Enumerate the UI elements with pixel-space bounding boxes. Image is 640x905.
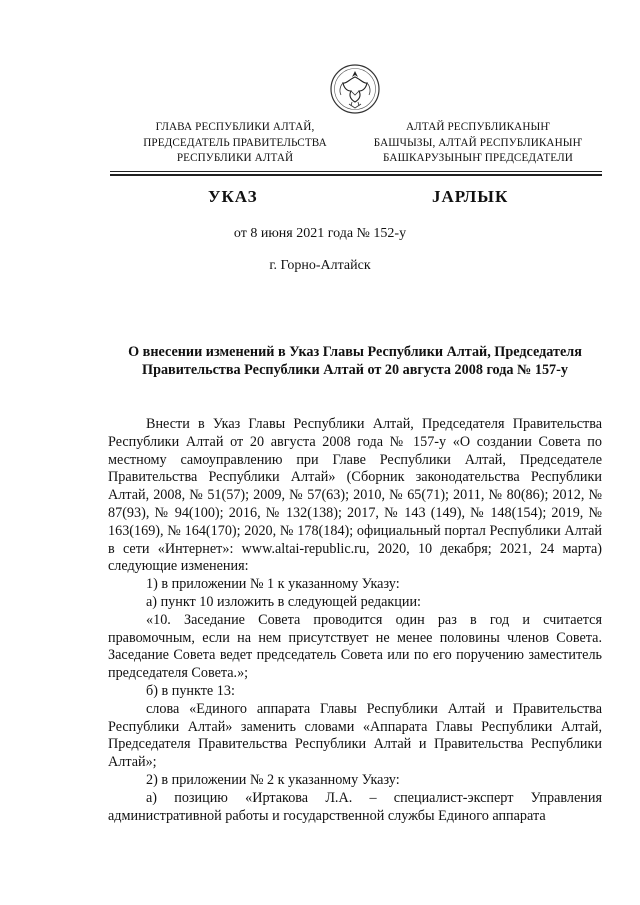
- body-paragraph: «10. Заседание Совета проводится один раз в год и считается правомочным, если на нем присутствует не менее половины членов Совета. Заседание Совета ведет председатель Совета или по его поручению заместитель председателя Совета.»;: [108, 611, 602, 682]
- header-right-block: [350, 120, 606, 167]
- body-paragraph: б) в пункте 13:: [146, 682, 235, 699]
- coat-of-arms-emblem: [329, 62, 381, 116]
- header-right-line: БАШКАРУЗЫНЫҤ ПРЕДСЕДАТЕЛИ: [383, 152, 573, 164]
- body-paragraph: Внести в Указ Главы Республики Алтай, Председателя Правительства Республики Алтай от 20 августа 2008 года № 157-у «О создании Совета по местному самоуправлению при Главе Республики Алтай, Председателе Правительства Республики Алтай» (Сборник законодательства Республики Алтай, 2008, № 51(57); 2009, № 57(63); 2010, № 65(71); 2011, № 80(86); 2012, № 87(93), № 94(100); 2016, № 132(138); 2017, № 143 (149), № 148(154); 2019, № 163(169), № 164(170); 2020, № 178(184); официальный портал Республики Алтай в сети «Интернет»: www.altai-republic.ru, 2020, 10 декабря; 2021, 24 марта) следующие изменения:: [108, 416, 602, 575]
- document-body: [108, 416, 602, 825]
- body-paragraph: а) пункт 10 изложить в следующей редакции:: [146, 593, 421, 610]
- document-date-number: от 8 июня 2021 года № 152-у: [233, 226, 407, 241]
- header-divider-thin: [110, 171, 602, 172]
- header-right-line: АЛТАЙ РЕСПУБЛИКАНЫҤ: [405, 121, 551, 133]
- document-city: г. Горно-Алтайск: [269, 258, 371, 273]
- header-right-line: БАШЧЫЗЫ, АЛТАЙ РЕСПУБЛИКАНЫҤ: [373, 136, 583, 149]
- header-left-block: [110, 120, 360, 167]
- header-left-line: ГЛАВА РЕСПУБЛИКИ АЛТАЙ,: [155, 121, 315, 133]
- body-paragraph: а) позицию «Иртакова Л.А. – специалист-эксперт Управления административной работы и государственной службы Единого аппарата: [108, 789, 602, 824]
- body-paragraph: 2) в приложении № 2 к указанному Указу:: [146, 771, 400, 788]
- header-left-line: ПРЕДСЕДАТЕЛЬ ПРАВИТЕЛЬСТВА: [143, 136, 327, 149]
- header-divider-thick: [110, 174, 602, 176]
- doc-type-altai: ЈАРЛЫК: [432, 187, 509, 206]
- body-paragraph: слова «Единого аппарата Главы Республики Алтай и Правительства Республики Алтай» заменить словами «Аппарата Главы Республики Алтай, Председателя Правительства Республики Алтай и Правительства Республики Алтай»;: [108, 700, 602, 771]
- body-paragraph: 1) в приложении № 1 к указанному Указу:: [146, 576, 400, 593]
- doc-type-russian: УКАЗ: [208, 187, 258, 206]
- document-title: О внесении изменений в Указ Главы Республики Алтай, Председателя Правительства Республики Алтай от 20 августа 2008 года № 157-у: [128, 344, 582, 378]
- header-left-line: РЕСПУБЛИКИ АЛТАЙ: [176, 152, 294, 164]
